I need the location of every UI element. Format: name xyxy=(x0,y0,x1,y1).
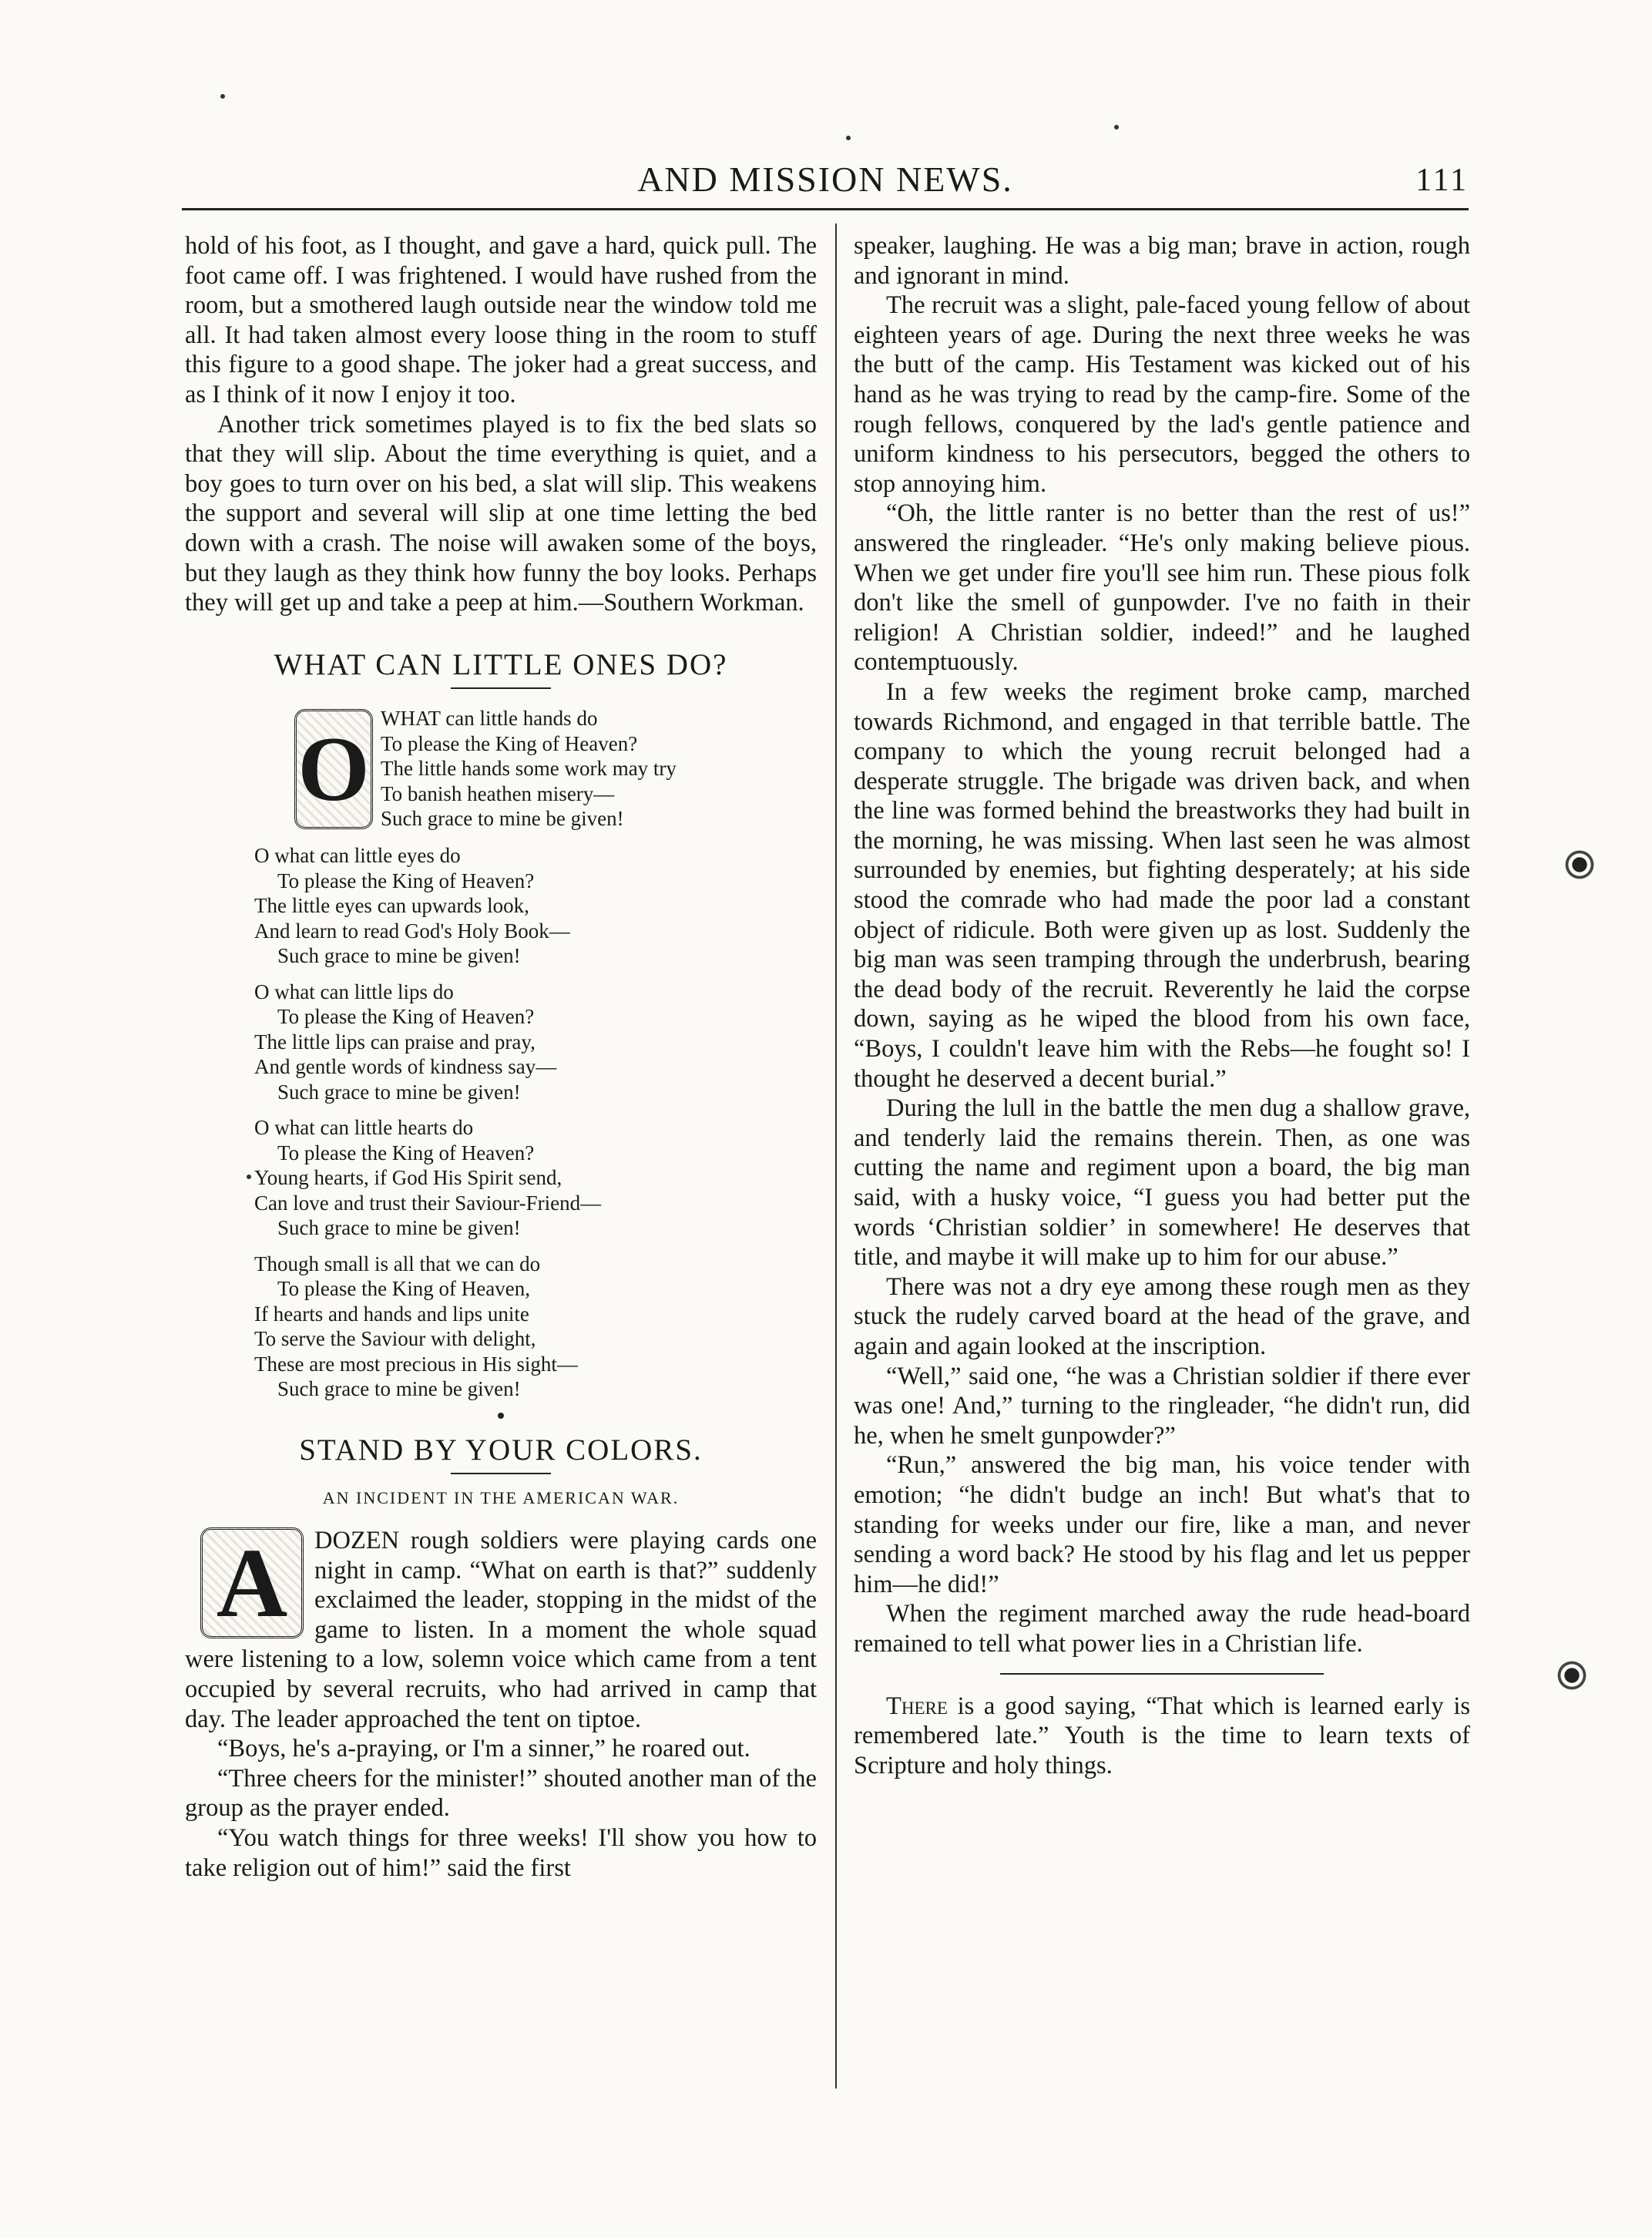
poem-line: To please the King of Heaven? xyxy=(277,869,535,892)
poem-line: O what can little hearts do xyxy=(254,1116,474,1140)
poem-stanza xyxy=(254,980,817,1105)
poem xyxy=(185,706,817,1402)
right-column xyxy=(854,231,1470,1780)
left-column xyxy=(185,231,817,1883)
paragraph: There was not a dry eye among these rough men as they stuck the rudely carved board at the head of the grave, and again and again looked at the inscription. xyxy=(854,1272,1470,1360)
paragraph: The recruit was a slight, pale-faced young fellow of about eighteen years of age. During the next three weeks he was the butt of the camp. His Testament was kicked out of his hand as he was trying to read by the camp-fire. Some of the rough fellows, conquered by the lad's gentle patience and uniform kindness to his persecutors, begged the others to stop annoying him. xyxy=(854,291,1470,498)
poem-line: Though small is all that we can do xyxy=(254,1252,541,1275)
paragraph: In a few weeks the regiment broke camp, marched towards Richmond, and engaged in that terrible battle. The company to which the young recruit belonged had a desperate struggle. The brigade was driven back, and when the line was formed behind the breastworks they had built in the morning, he was missing. When last seen he was almost surrounded by enemies, but fighting desperately; at his side stood the comrade who had made the poor lad a constant object of ridicule. Both were given up as lost. Suddenly the big man was seen tramping through the underbrush, bearing the dead body of the recruit. Reverently he laid the corpse down, saying as he wiped the blood from his own face, “Boys, I couldn't leave him with the Rebs—he fought so! I thought he deserved a decent burial.” xyxy=(854,677,1470,1093)
poem-line: These are most precious in His sight— xyxy=(254,1352,578,1376)
story-title: STAND BY YOUR COLORS. xyxy=(299,1433,703,1467)
paragraph: “Boys, he's a-praying, or I'm a sinner,” he roared out. xyxy=(217,1735,750,1763)
poem-line: Such grace to mine be given! xyxy=(277,1080,521,1104)
paragraph: “Three cheers for the minister!” shouted another man of the group as the prayer ended. xyxy=(185,1764,817,1823)
running-title: AND MISSION NEWS. xyxy=(637,160,1013,199)
poem-stanza xyxy=(254,1252,817,1402)
paragraph: hold of his foot, as I thought, and gave a hard, quick pull. The foot came off. I was frightened. I would have rushed from the room, but a smothered laugh outside near the window told me all. It had taken almost every loose thing in the room to stuff this figure to a good shape. The joker had a great success, and as I think of it now I enjoy it too. xyxy=(185,232,817,408)
story-subtitle: AN INCIDENT IN THE AMERICAN WAR. xyxy=(322,1488,680,1508)
poem-line: If hearts and hands and lips unite xyxy=(254,1302,529,1326)
poem-line: Young hearts, if God His Spirit send, xyxy=(254,1166,562,1190)
print-speck xyxy=(846,136,851,140)
print-speck xyxy=(247,1174,251,1179)
paragraph: “Oh, the little ranter is no better than the rest of us!” answered the ringleader. “He's only making believe pious. When we get under fire you'll see him run. These pious folk don't like the smell of gunpowder. I've no faith in their religion! A Christian soldier, indeed!” and he laughed contemptuously. xyxy=(854,499,1470,677)
poem-line: The little hands some work may try xyxy=(381,757,677,781)
poem-stanza xyxy=(254,843,817,969)
paragraph: “Run,” answered the big man, his voice tender with emotion; “he didn't budge an inch! But what's that to standing for weeks under our fire, like a man, and never sending a word back? He stood by his flag and let us pepper him—he did!” xyxy=(854,1451,1470,1598)
closing-lead-word: There xyxy=(886,1692,948,1720)
paragraph: “Well,” said one, “he was a Christian soldier if there ever was one! And,” turning to the ringleader, “he didn't run, did he, when he smelt gunpowder?” xyxy=(854,1362,1470,1450)
poem-line: Such grace to mine be given! xyxy=(277,1216,521,1240)
paragraph: When the regiment marched away the rude head-board remained to tell what power lies in a Christian life. xyxy=(854,1600,1470,1658)
poem-stanza xyxy=(254,1115,817,1241)
title-rule xyxy=(451,687,551,689)
closing-paragraph xyxy=(854,1692,1470,1781)
poem-line: Can love and trust their Saviour-Friend— xyxy=(254,1191,602,1215)
poem-line: And gentle words of kindness say— xyxy=(254,1055,557,1079)
poem-line: Such grace to mine be given! xyxy=(381,807,624,831)
section-rule xyxy=(1000,1673,1324,1675)
poem-line: To please the King of Heaven? xyxy=(381,731,638,755)
column-divider xyxy=(835,223,837,2088)
paragraph: During the lull in the battle the men dug a shallow grave, and tenderly laid the remains therein. Then, as one was cutting the name and regiment upon a board, the big man said, with a husky voice, “I guess you had better put the words ‘Christian soldier’ in somewhere! He deserves that title, and maybe it will make up to him for our abuse.” xyxy=(854,1094,1470,1272)
paragraph: DOZEN rough soldiers were playing cards one night in camp. “What on earth is that?” suddenly exclaimed the leader, stopping in the midst of the game to listen. In a moment the whole squad were listening to a low, solemn voice which came from a tent occupied by several recruits, who had arrived in camp that day. The leader approached the tent on tiptoe. xyxy=(185,1527,817,1733)
margin-ornament-icon xyxy=(1555,1658,1589,1692)
print-speck xyxy=(1114,125,1119,129)
margin-ornament-icon xyxy=(1563,848,1597,882)
bullet-ornament xyxy=(498,1413,504,1419)
paragraph: speaker, laughing. He was a big man; brave in action, rough and ignorant in mind. xyxy=(854,232,1470,290)
poem-line: O what can little eyes do xyxy=(254,844,461,868)
poem-stanza xyxy=(254,706,817,832)
poem-line: To please the King of Heaven, xyxy=(277,1277,530,1301)
paragraph: “You watch things for three weeks! I'll show you how to take religion out of him!” said the first xyxy=(185,1823,817,1882)
poem-line: And learn to read God's Holy Book— xyxy=(254,919,570,943)
poem-line: Such grace to mine be given! xyxy=(277,1377,521,1401)
poem-line: The little eyes can upwards look, xyxy=(254,894,529,918)
poem-line: To please the King of Heaven? xyxy=(277,1005,535,1029)
poem-line: To banish heathen misery— xyxy=(381,781,615,805)
title-rule xyxy=(451,1473,551,1474)
poem-line: The little lips can praise and pray, xyxy=(254,1030,536,1053)
poem-line: To please the King of Heaven? xyxy=(277,1141,535,1164)
page-number: 111 xyxy=(1415,163,1469,198)
running-header xyxy=(182,154,1469,210)
paragraph: Another trick sometimes played is to fix the bed slats so that they will slip. About the time everything is quiet, and a boy goes to turn over on his bed, a slat will slip. This weakens the support and several will slip at one time letting the bed down with a crash. The noise will awaken some of the boys, but they laugh as they think how funny the boy looks. Perhaps they will get up and take a peep at him.—Southern Workman. xyxy=(185,410,817,617)
print-speck xyxy=(220,94,225,99)
poem-title: WHAT CAN LITTLE ONES DO? xyxy=(274,647,728,681)
poem-line: Such grace to mine be given! xyxy=(277,944,521,968)
poem-line: WHAT can little hands do xyxy=(381,707,598,731)
ornamental-dropcap: A xyxy=(200,1527,304,1638)
poem-line: To serve the Saviour with delight, xyxy=(254,1327,536,1351)
ornamental-dropcap: O xyxy=(294,709,373,829)
poem-line: O what can little lips do xyxy=(254,980,454,1003)
closing-text: is a good saying, “That which is learned early is remembered late.” Youth is the time to learn texts of Scripture and holy things. xyxy=(854,1692,1471,1779)
